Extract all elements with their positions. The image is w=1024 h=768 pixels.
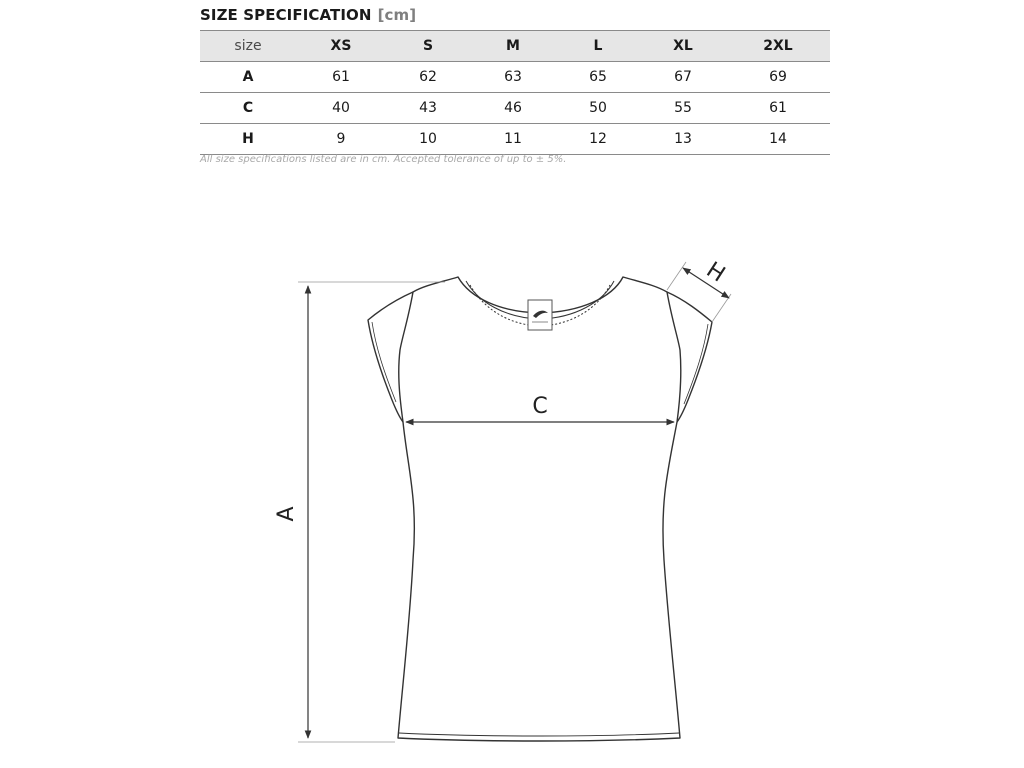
table-cell: 13 (640, 124, 726, 155)
row-label: A (200, 62, 296, 93)
dimension-label-a: A (274, 506, 299, 522)
table-cell: 69 (726, 62, 830, 93)
table-cell: 61 (726, 93, 830, 124)
tshirt-outline (368, 277, 712, 741)
size-corner-label: size (200, 31, 296, 62)
table-cell: 50 (556, 93, 640, 124)
dimension-label-h: H (701, 257, 730, 288)
table-cell: 67 (640, 62, 726, 93)
table-cell: 62 (386, 62, 470, 93)
size-header-xl: XL (640, 31, 726, 62)
dimension-label-c: C (532, 394, 548, 419)
size-header-m: M (470, 31, 556, 62)
dimension-c (406, 394, 674, 422)
size-header-l: L (556, 31, 640, 62)
heading-unit: [cm] (377, 6, 417, 24)
size-header-s: S (386, 31, 470, 62)
table-cell: 61 (296, 62, 386, 93)
table-cell: 14 (726, 124, 830, 155)
table-cell: 46 (470, 93, 556, 124)
dimension-a (274, 282, 445, 742)
heading-title: SIZE SPECIFICATION (200, 6, 372, 24)
size-header-xs: XS (296, 31, 386, 62)
size-header-2xl: 2XL (726, 31, 830, 62)
table-cell: 63 (470, 62, 556, 93)
table-cell: 9 (296, 124, 386, 155)
table-cell: 55 (640, 93, 726, 124)
row-label: C (200, 93, 296, 124)
neck-label (528, 300, 552, 330)
table-cell: 12 (556, 124, 640, 155)
row-label: H (200, 124, 296, 155)
table-cell: 10 (386, 124, 470, 155)
table-cell: 43 (386, 93, 470, 124)
tolerance-note: All size specifications listed are in cm. Accepted tolerance of up to ± 5%. (200, 154, 567, 165)
table-cell: 65 (556, 62, 640, 93)
table-cell: 40 (296, 93, 386, 124)
table-cell: 11 (470, 124, 556, 155)
